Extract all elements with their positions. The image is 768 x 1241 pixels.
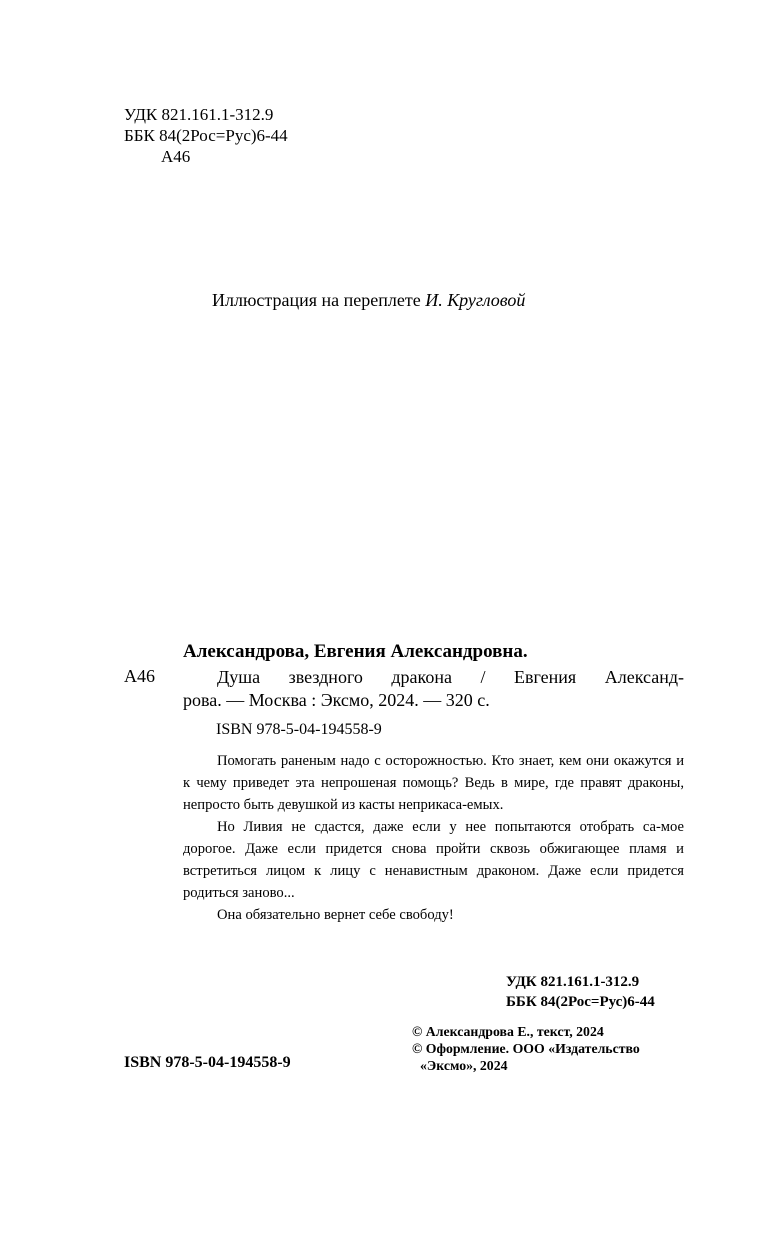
catalog-title-line-2: рова. — Москва : Эксмо, 2024. — 320 с. <box>183 690 490 710</box>
illustration-artist: И. Кругловой <box>425 290 526 310</box>
illustration-prefix: Иллюстрация на переплете <box>212 290 421 310</box>
catalog-title-line-1: Душа звездного дракона / Евгения Александ- <box>217 667 684 687</box>
isbn-footer: ISBN 978-5-04-194558-9 <box>124 1054 291 1071</box>
copyright-text: © Александрова Е., текст, 2024 <box>412 1024 604 1039</box>
annotation-paragraph: Помогать раненым надо с осторожностью. Кто знает, кем они окажутся и к чему приведет эта непрошеная помощь? Ведь в мире, где правят драконы, непросто быть девушкой из касты неприкаса-емых. <box>183 753 684 813</box>
header-bbk: ББК 84(2Рос=Рус)6-44 <box>124 126 288 145</box>
copyright-publisher: «Эксмо», 2024 <box>420 1058 508 1073</box>
classification-udk: УДК 821.161.1-312.9 <box>506 974 640 990</box>
annotation-paragraph: Она обязательно вернет себе свободу! <box>217 907 454 923</box>
catalog-author: Александрова, Евгения Александровна. <box>183 641 528 662</box>
catalog-author-mark: А46 <box>124 666 155 686</box>
header-udk: УДК 821.161.1-312.9 <box>124 105 274 124</box>
annotation-paragraph: Но Ливия не сдастся, даже если у нее попытаются отобрать са-мое дорогое. Даже если придется снова пройти сквозь обжигающее пламя и встретиться лицом к лицу с ненавистным драконом. Даже если придется родиться заново... <box>183 819 684 901</box>
header-author-mark: А46 <box>161 147 191 166</box>
illustration-credit <box>212 290 525 311</box>
catalog-isbn: ISBN 978-5-04-194558-9 <box>216 721 382 738</box>
copyright-design: © Оформление. ООО «Издательство <box>412 1041 640 1056</box>
annotation <box>183 750 684 926</box>
catalog-title <box>183 666 684 712</box>
classification-bbk: ББК 84(2Рос=Рус)6-44 <box>506 994 655 1010</box>
